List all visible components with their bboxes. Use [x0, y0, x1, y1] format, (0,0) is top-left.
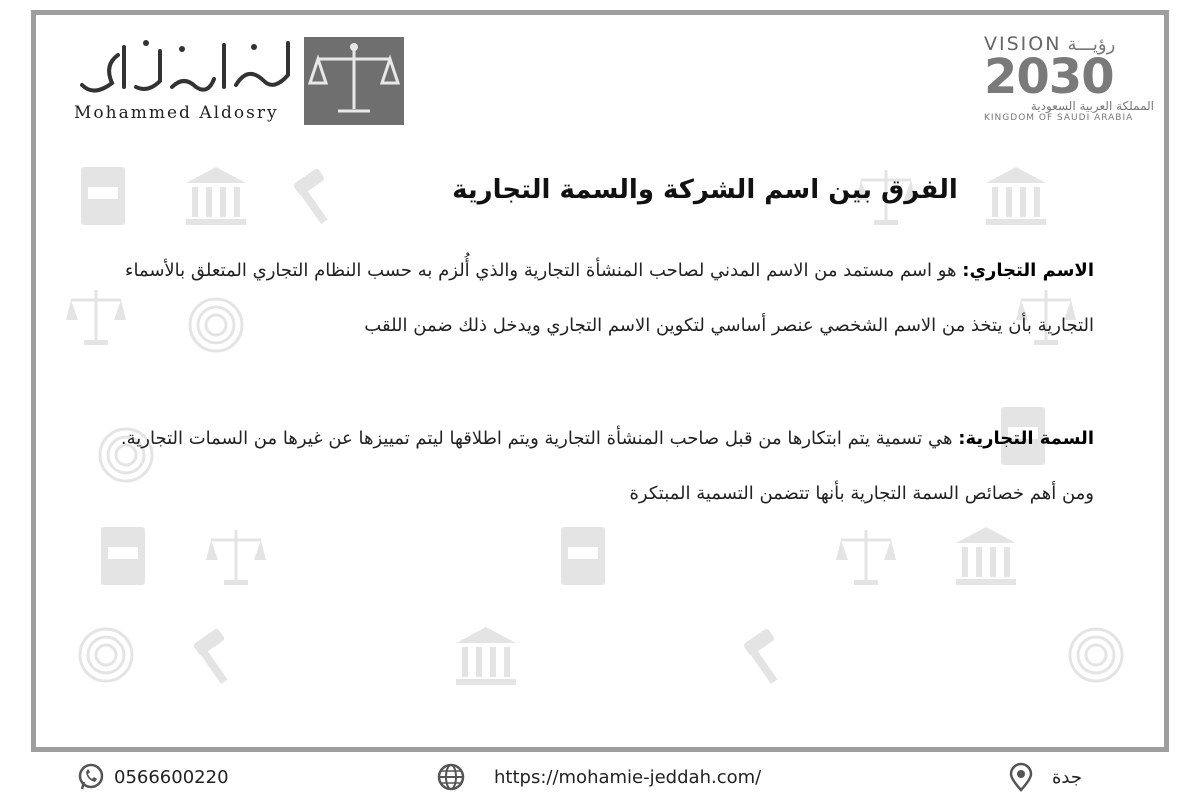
vision-year — [984, 49, 1154, 105]
whatsapp-icon — [76, 762, 106, 792]
location-text: جدة — [1052, 766, 1083, 788]
section-term: الاسم التجاري: — [962, 260, 1094, 281]
vision-2030-logo — [984, 33, 1154, 133]
location-pin-icon — [1006, 762, 1036, 792]
document-frame — [31, 10, 1169, 752]
section-trade-name — [106, 243, 1094, 353]
vision-label-en: VISION — [984, 33, 1062, 55]
arabic-calligraphy-logo — [74, 35, 298, 101]
phone-number: 0566600220 — [114, 766, 229, 788]
section-text: هو اسم مستمد من الاسم المدني لصاحب المنشأة التجارية والذي أُلزم به حسب النظام التجاري المتعلق بالأسماء التجارية بأن يتخذ من الاسم الشخصي عنصر أساسي لتكوين الاسم التجاري ويدخل ذلك ضمن اللقب — [124, 260, 1094, 336]
footer-phone[interactable] — [76, 762, 229, 792]
vision-label-ar: رؤيـــة — [1067, 33, 1116, 55]
kingdom-name-ar: المملكة العربية السعودية — [1030, 99, 1154, 113]
brand-name-latin: Mohammed Aldosry — [74, 103, 279, 123]
globe-icon — [436, 762, 466, 792]
kingdom-name-en: KINGDOM OF SAUDI ARABIA — [984, 113, 1134, 123]
article-title: الفرق بين اسم الشركة والسمة التجارية — [452, 175, 958, 205]
justice-scales-logo — [304, 37, 404, 125]
vision-year-text: 2030 — [984, 49, 1114, 105]
brand-logo — [74, 33, 404, 133]
section-trade-mark — [106, 411, 1094, 521]
section-text: هي تسمية يتم ابتكارها من قبل صاحب المنشأة التجارية ويتم اطلاقها ليتم تمييزها عن غيرها من السمات التجارية. ومن أهم خصائص السمة التجارية بأنها تتضمن التسمية المبتكرة — [120, 428, 1094, 504]
contact-footer — [0, 758, 1200, 800]
footer-location[interactable] — [1006, 762, 1082, 792]
website-url: https://mohamie-jeddah.com/ — [494, 766, 762, 788]
footer-website[interactable] — [436, 762, 761, 792]
section-term: السمة التجارية: — [958, 428, 1094, 449]
